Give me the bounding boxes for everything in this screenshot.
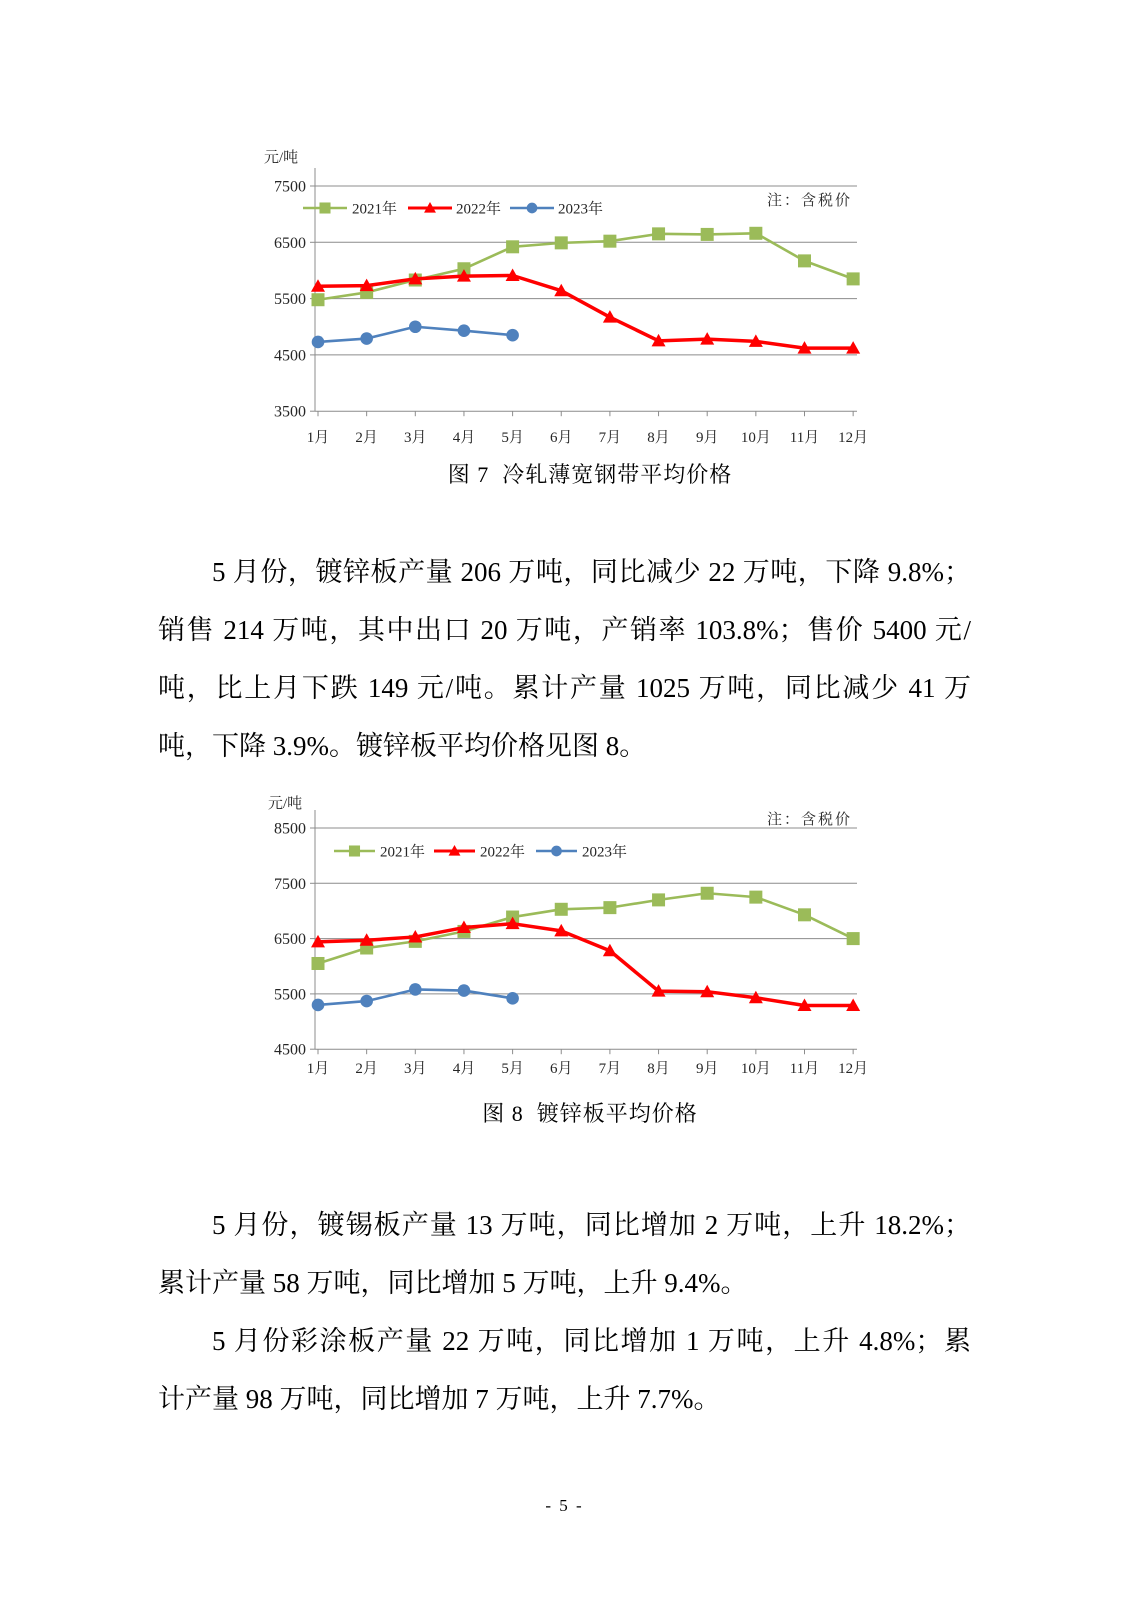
circle-marker [506, 329, 519, 342]
body-text-line: 5 月份彩涂板产量 22 万吨，同比增加 1 万吨，上升 4.8%；累 [212, 1326, 971, 1356]
y-tick-label: 3500 [274, 403, 306, 421]
figure8-galvanized-sheet-price [258, 768, 878, 1088]
circle-marker [312, 999, 325, 1012]
square-marker [555, 236, 568, 249]
legend-label-2023年: 2023年 [582, 844, 628, 861]
body-text-line: 计产量 98 万吨，同比增加 7 万吨，上升 7.7%。 [158, 1384, 721, 1414]
y-tick-label: 6500 [274, 931, 306, 949]
x-tick-label: 5月 [501, 430, 524, 446]
square-marker [749, 891, 762, 904]
body-text-line: 吨，下降 3.9%。镀锌板平均价格见图 8。 [158, 731, 647, 761]
legend-label-2023年: 2023年 [558, 201, 604, 218]
square-marker [652, 893, 665, 906]
body-text-line: 销售 214 万吨，其中出口 20 万吨，产销率 103.8%；售价 5400 元/ [158, 615, 971, 645]
circle-marker [551, 846, 562, 857]
square-marker [349, 845, 360, 856]
body-text-line: 吨，比上月下跌 149 元/吨。累计产量 1025 万吨，同比减少 41 万 [158, 673, 971, 703]
x-tick-label: 11月 [789, 1061, 820, 1077]
figure8-chart [258, 768, 878, 1088]
series-line-2021年 [318, 893, 853, 963]
legend-label-2022年: 2022年 [480, 844, 526, 861]
paragraph-tinplate-and-color-coated [158, 1196, 971, 1428]
y-tick-label: 4500 [274, 1041, 306, 1059]
x-tick-label: 7月 [598, 1061, 622, 1077]
figure8-caption: 图 8 镀锌板平均价格 [482, 1101, 698, 1126]
square-marker [798, 908, 811, 921]
square-marker [603, 901, 616, 914]
x-tick-label: 3月 [404, 430, 427, 446]
square-marker [749, 227, 762, 240]
circle-marker [409, 320, 422, 333]
square-marker [603, 235, 616, 248]
circle-marker [458, 984, 471, 997]
square-marker [312, 293, 325, 306]
series-line-2021年 [318, 233, 853, 299]
square-marker [319, 202, 330, 213]
figure7-caption: 图 7 冷轧薄宽钢带平均价格 [447, 462, 733, 487]
figure7-cold-rolled-strip-price [258, 140, 878, 460]
square-marker [506, 240, 519, 253]
x-tick-label: 2月 [355, 430, 378, 446]
paragraph-galvanized-sheet [158, 543, 971, 775]
x-tick-label: 12月 [838, 1061, 869, 1077]
y-tick-label: 7500 [274, 178, 306, 196]
circle-marker [506, 992, 519, 1005]
x-tick-label: 9月 [695, 1061, 719, 1077]
circle-marker [527, 203, 538, 214]
legend-label-2021年: 2021年 [352, 201, 398, 218]
x-tick-label: 4月 [452, 1061, 476, 1077]
page-number: - 5 - [545, 1496, 584, 1515]
x-tick-label: 9月 [695, 430, 719, 446]
x-tick-label: 7月 [598, 430, 622, 446]
square-marker [847, 932, 860, 945]
x-tick-label: 5月 [501, 1061, 524, 1077]
series-line-2022年 [318, 276, 853, 349]
figure7-chart [258, 140, 878, 460]
legend-label-2022年: 2022年 [456, 201, 502, 218]
square-marker [798, 254, 811, 267]
y-tick-label: 8500 [274, 820, 306, 838]
x-tick-label: 1月 [306, 430, 330, 446]
circle-marker [409, 983, 422, 996]
body-text-line: 5 月份，镀锌板产量 206 万吨，同比减少 22 万吨，下降 9.8%； [212, 557, 971, 587]
square-marker [652, 227, 665, 240]
x-tick-label: 12月 [838, 430, 869, 446]
x-tick-label: 10月 [740, 1061, 771, 1077]
square-marker [312, 957, 325, 970]
x-tick-label: 8月 [647, 1061, 670, 1077]
square-marker [701, 887, 714, 900]
y-tick-label: 5500 [274, 986, 306, 1004]
y-tick-label: 5500 [274, 291, 306, 309]
circle-marker [360, 332, 373, 345]
tax-note-label: 注：含税价 [766, 812, 852, 828]
tax-note-label: 注：含税价 [766, 193, 852, 209]
body-text-line: 5 月份，镀锡板产量 13 万吨，同比增加 2 万吨，上升 18.2%； [212, 1210, 971, 1240]
x-tick-label: 4月 [452, 430, 476, 446]
y-tick-label: 7500 [274, 875, 306, 893]
x-tick-label: 8月 [647, 430, 670, 446]
body-text-line: 累计产量 58 万吨，同比增加 5 万吨，上升 9.4%。 [158, 1268, 748, 1298]
circle-marker [312, 336, 325, 349]
legend-label-2021年: 2021年 [380, 844, 426, 861]
x-tick-label: 6月 [549, 1061, 573, 1077]
x-tick-label: 11月 [789, 430, 820, 446]
x-tick-label: 2月 [355, 1061, 378, 1077]
unit-label: 元/吨 [268, 796, 303, 812]
x-tick-label: 10月 [740, 430, 771, 446]
square-marker [847, 272, 860, 285]
circle-marker [360, 995, 373, 1008]
square-marker [555, 903, 568, 916]
unit-label: 元/吨 [264, 150, 299, 166]
square-marker [701, 228, 714, 241]
x-tick-label: 6月 [549, 430, 573, 446]
x-tick-label: 3月 [404, 1061, 427, 1077]
y-tick-label: 4500 [274, 347, 306, 365]
y-tick-label: 6500 [274, 234, 306, 252]
x-tick-label: 1月 [306, 1061, 330, 1077]
circle-marker [458, 324, 471, 337]
